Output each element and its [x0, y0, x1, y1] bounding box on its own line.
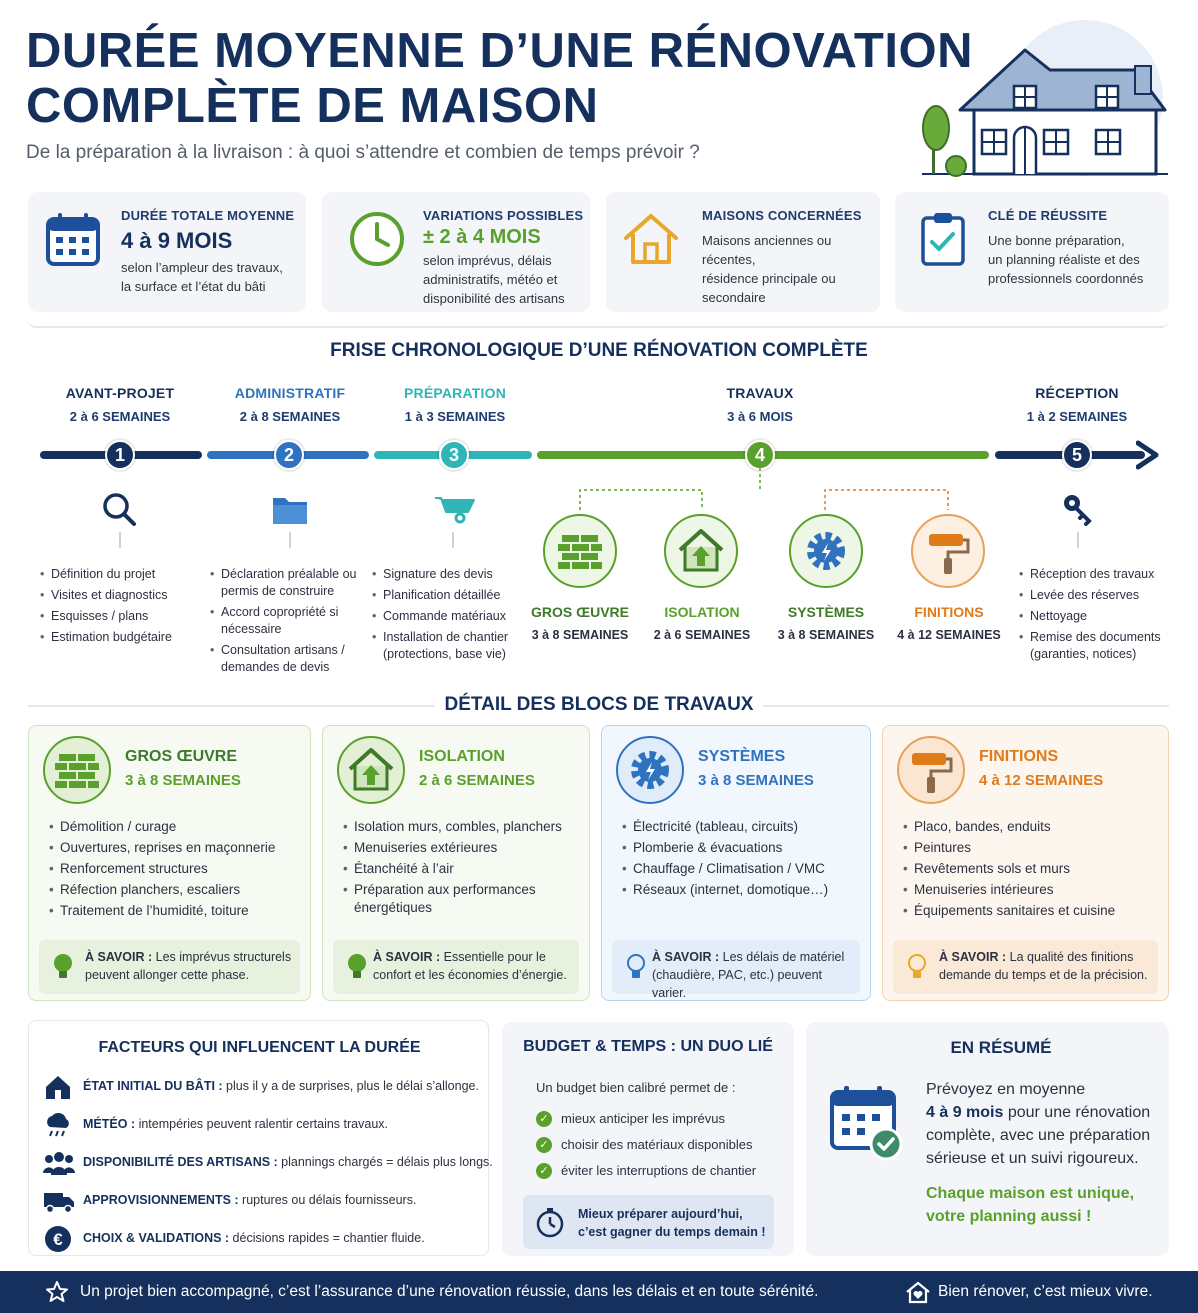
systemes-circle [789, 514, 863, 588]
block-list [343, 818, 583, 920]
house-icon [43, 1073, 73, 1101]
phase-4-header: TRAVAUX 3 à 6 MOIS [726, 385, 794, 424]
phase-1-list [40, 566, 200, 650]
tip-box: À SAVOIR : Essentielle pour le confort et les économies d’énergie. [333, 940, 579, 994]
subphase-connectors [575, 462, 955, 514]
summary-title: DURÉE TOTALE MOYENNE [121, 208, 295, 223]
summary-card-key [895, 192, 1169, 312]
star-icon [45, 1280, 69, 1304]
list-item: • Étanchéité à l’air [343, 860, 583, 878]
block-list [49, 818, 304, 923]
check-icon: ✓ [536, 1111, 552, 1127]
wheelbarrow-icon [433, 490, 479, 550]
block-duration: 4 à 12 SEMAINES [979, 772, 1104, 789]
house-icon [622, 210, 680, 268]
list-item: • Visites et diagnostics [40, 587, 200, 604]
svg-text:€: € [53, 1230, 63, 1249]
list-item: • Esquisses / plans [40, 608, 200, 625]
block-title: FINITIONS [979, 748, 1059, 765]
list-item: • Placo, bandes, enduits [903, 818, 1158, 836]
tip-box: À SAVOIR : Les imprévus structurels peuvent allonger cette phase. [39, 940, 300, 994]
phase-2-number: 2 [274, 440, 304, 470]
subphase-name: SYSTÈMES [787, 604, 865, 620]
phase-2-header: ADMINISTRATIF 2 à 8 SEMAINES [234, 385, 346, 424]
euro-icon [43, 1225, 73, 1253]
phase-5-header: RÉCEPTION 1 à 2 SEMAINES [1026, 385, 1128, 424]
budget-intro: Un budget bien calibré permet de : [536, 1080, 736, 1095]
list-item: • Réception des travaux [1019, 566, 1169, 583]
lightbulb-icon [905, 952, 929, 982]
phase-3-list [372, 566, 522, 667]
block-title: SYSTÈMES [698, 748, 786, 765]
summary-desc: selon l’ampleur des travaux, la surface et l’état du bâti [121, 260, 283, 294]
list-item: • Levée des réserves [1019, 587, 1169, 604]
block-systemes [601, 725, 871, 1001]
subphase-duration: 3 à 8 SEMAINES [777, 628, 875, 642]
gear-icon [791, 516, 861, 586]
summary-title: CLÉ DE RÉUSSITE [988, 208, 1108, 223]
budget-panel: BUDGET & TEMPS : UN DUO LIÉ Un budget bien calibré permet de : ✓ mieux anticiper les imprévus ✓ choisir des matériaux disponibles ✓ éviter les interruptions de chantier Mieux préparer aujourd’hui, c’est gagner du temps demain ! [502, 1022, 794, 1256]
phase-3-header: PRÉPARATION 1 à 3 SEMAINES [403, 385, 507, 424]
list-item: • Réseaux (internet, domotique…) [622, 881, 877, 899]
resume-panel [806, 1022, 1169, 1256]
subphase-name: GROS ŒUVRE [530, 604, 629, 620]
summary-card-variations [322, 192, 590, 312]
phase-2-list [210, 566, 360, 680]
block-duration: 2 à 6 SEMAINES [419, 772, 535, 789]
footer-bar [0, 1271, 1198, 1313]
paint-roller-icon [913, 516, 983, 586]
phase-1-header: AVANT-PROJET 2 à 6 SEMAINES [65, 385, 175, 424]
finitions-circle [911, 514, 985, 588]
list-item: • Ouvertures, reprises en maçonnerie [49, 839, 304, 857]
team-icon [43, 1149, 75, 1177]
phase-5-number: 5 [1062, 440, 1092, 470]
blocks-title-wrap [0, 694, 1198, 716]
block-duration: 3 à 8 SEMAINES [125, 772, 241, 789]
list-item: • Démolition / curage [49, 818, 304, 836]
page-subtitle: De la préparation à la livraison : à quoi s’attendre et combien de temps prévoir ? [26, 142, 700, 163]
list-item: • Consultation artisans / demandes de devis [210, 642, 360, 676]
insulated-house-icon [337, 736, 405, 804]
factors-title: FACTEURS QUI INFLUENCENT LA DURÉE [98, 1039, 421, 1056]
list-item: • Remise des documents (garanties, notices) [1019, 629, 1169, 663]
check-icon: ✓ [536, 1137, 552, 1153]
note-line: c’est gagner du temps demain ! [578, 1225, 766, 1239]
block-gros-oeuvre [28, 725, 311, 1001]
list-item: • Estimation budgétaire [40, 629, 200, 646]
list-item: • Réfection planchers, escaliers [49, 881, 304, 899]
summary-title: VARIATIONS POSSIBLES [423, 208, 584, 223]
magnifier-icon [100, 490, 140, 550]
list-item: • Commande matériaux [372, 608, 522, 625]
phase-3-number: 3 [439, 440, 469, 470]
list-item: • Traitement de l’humidité, toiture [49, 902, 304, 920]
clipboard-check-icon [915, 210, 973, 268]
isolation-circle [664, 514, 738, 588]
list-item: • Signature des devis [372, 566, 522, 583]
resume-highlight: Chaque maison est unique, votre planning aussi ! [926, 1185, 1135, 1225]
subphase-duration: 3 à 8 SEMAINES [531, 628, 629, 642]
blocks-title: DÉTAIL DES BLOCS DE TRAVAUX [435, 694, 764, 715]
gear-icon [616, 736, 684, 804]
lightbulb-icon [624, 952, 648, 982]
budget-title: BUDGET & TEMPS : UN DUO LIÉ [523, 1038, 773, 1055]
list-item: • Peintures [903, 839, 1158, 857]
list-item: • Isolation murs, combles, planchers [343, 818, 583, 836]
subphase-name: FINITIONS [914, 604, 984, 620]
folder-icon [270, 490, 310, 550]
summary-value: ± 2 à 4 MOIS [423, 226, 541, 248]
list-item: • Planification détaillée [372, 587, 522, 604]
subphase-name: ISOLATION [664, 604, 740, 620]
subphase-duration: 4 à 12 SEMAINES [897, 628, 1001, 642]
phase-1-number: 1 [105, 440, 135, 470]
tip-box: À SAVOIR : Les délais de matériel (chaudière, PAC, etc.) peuvent varier. [612, 940, 860, 994]
factors-panel: FACTEURS QUI INFLUENCENT LA DURÉE ÉTAT INITIAL DU BÂTI : plus il y a de surprises, plus le délai s’allonge. MÉTÉO : intempéries peuvent ralentir certains travaux. DISPONIBILITÉ DES ARTISANS : plannings chargés = délais plus longs. APPROVISIONNEMENTS : ruptures ou délais fournisseurs. € CHOIX & VALIDATIONS : décisions rapides = chantier fluide. [28, 1020, 489, 1256]
truck-icon [43, 1187, 75, 1215]
block-finitions [882, 725, 1169, 1001]
house-illustration-icon [920, 18, 1170, 178]
block-list [622, 818, 877, 902]
list-item: • Électricité (tableau, circuits) [622, 818, 877, 836]
list-item: • Menuiseries intérieures [903, 881, 1158, 899]
footer-slogan: Bien rénover, c’est mieux vivre. [938, 1283, 1153, 1300]
summary-desc: Maisons anciennes ou récentes, résidence principale ou secondaire [702, 233, 836, 305]
budget-note [523, 1195, 774, 1249]
phase-4-number: 4 [745, 440, 775, 470]
list-item: • Plomberie & évacuations [622, 839, 877, 857]
list-item: • Préparation aux performances énergétiques [343, 881, 583, 917]
summary-desc: selon imprévus, délais administratifs, météo et disponibilité des artisans [423, 253, 565, 306]
block-isolation [322, 725, 590, 1001]
list-item: • Définition du projet [40, 566, 200, 583]
list-item: • Menuiseries extérieures [343, 839, 583, 857]
summary-value: 4 à 9 MOIS [121, 228, 233, 253]
summary-card-houses [606, 192, 880, 312]
calendar-check-icon [828, 1084, 908, 1164]
subphase-duration: 2 à 6 SEMAINES [653, 628, 751, 642]
bricks-icon [43, 736, 111, 804]
list-item: • Chauffage / Climatisation / VMC [622, 860, 877, 878]
list-item: • Renforcement structures [49, 860, 304, 878]
paint-roller-icon [897, 736, 965, 804]
title-line-2: COMPLÈTE DE MAISON [26, 79, 599, 133]
block-title: ISOLATION [419, 748, 505, 765]
clock-icon [348, 210, 406, 268]
insulated-house-icon [666, 516, 736, 586]
footer-text: Un projet bien accompagné, c’est l’assurance d’une rénovation réussie, dans les délais et en toute sérénité. [80, 1283, 819, 1300]
list-item: • Installation de chantier (protections, base vie) [372, 629, 522, 663]
rain-cloud-icon [43, 1111, 73, 1139]
title-line-1: DURÉE MOYENNE D’UNE RÉNOVATION [26, 24, 973, 78]
page-title [26, 24, 973, 134]
block-title: GROS ŒUVRE [125, 748, 238, 765]
phase-5-list [1019, 566, 1169, 667]
lightbulb-icon [345, 952, 369, 982]
stopwatch-icon [535, 1207, 567, 1239]
list-item: • Revêtements sols et murs [903, 860, 1158, 878]
calendar-icon [44, 210, 102, 268]
summary-desc: Une bonne préparation, un planning réaliste et des professionnels coordonnés [988, 233, 1144, 286]
list-item: • Accord copropriété si nécessaire [210, 604, 360, 638]
gros-oeuvre-circle [543, 514, 617, 588]
block-duration: 3 à 8 SEMAINES [698, 772, 814, 789]
timeline-arrow-icon [1136, 440, 1160, 470]
summary-title: MAISONS CONCERNÉES [702, 208, 862, 223]
timeline-title: FRISE CHRONOLOGIQUE D’UNE RÉNOVATION COMPLÈTE [330, 340, 868, 361]
note-line: Mieux préparer aujourd’hui, [578, 1207, 743, 1221]
key-icon [1058, 490, 1098, 550]
bricks-icon [545, 516, 615, 586]
list-item: • Déclaration préalable ou permis de construire [210, 566, 360, 600]
tip-box: À SAVOIR : La qualité des finitions demande du temps et de la précision. [893, 940, 1158, 994]
block-list [903, 818, 1158, 923]
divider [28, 320, 1169, 328]
resume-text: Prévoyez en moyenne 4 à 9 mois pour une rénovation complète, avec une préparation sérieuse et un suivi rigoureux. [926, 1081, 1151, 1167]
home-heart-icon [905, 1280, 931, 1304]
list-item: • Équipements sanitaires et cuisine [903, 902, 1158, 920]
list-item: • Nettoyage [1019, 608, 1169, 625]
summary-card-duration [28, 192, 306, 312]
check-icon: ✓ [536, 1163, 552, 1179]
resume-title: EN RÉSUMÉ [950, 1038, 1052, 1057]
lightbulb-icon [51, 952, 75, 982]
